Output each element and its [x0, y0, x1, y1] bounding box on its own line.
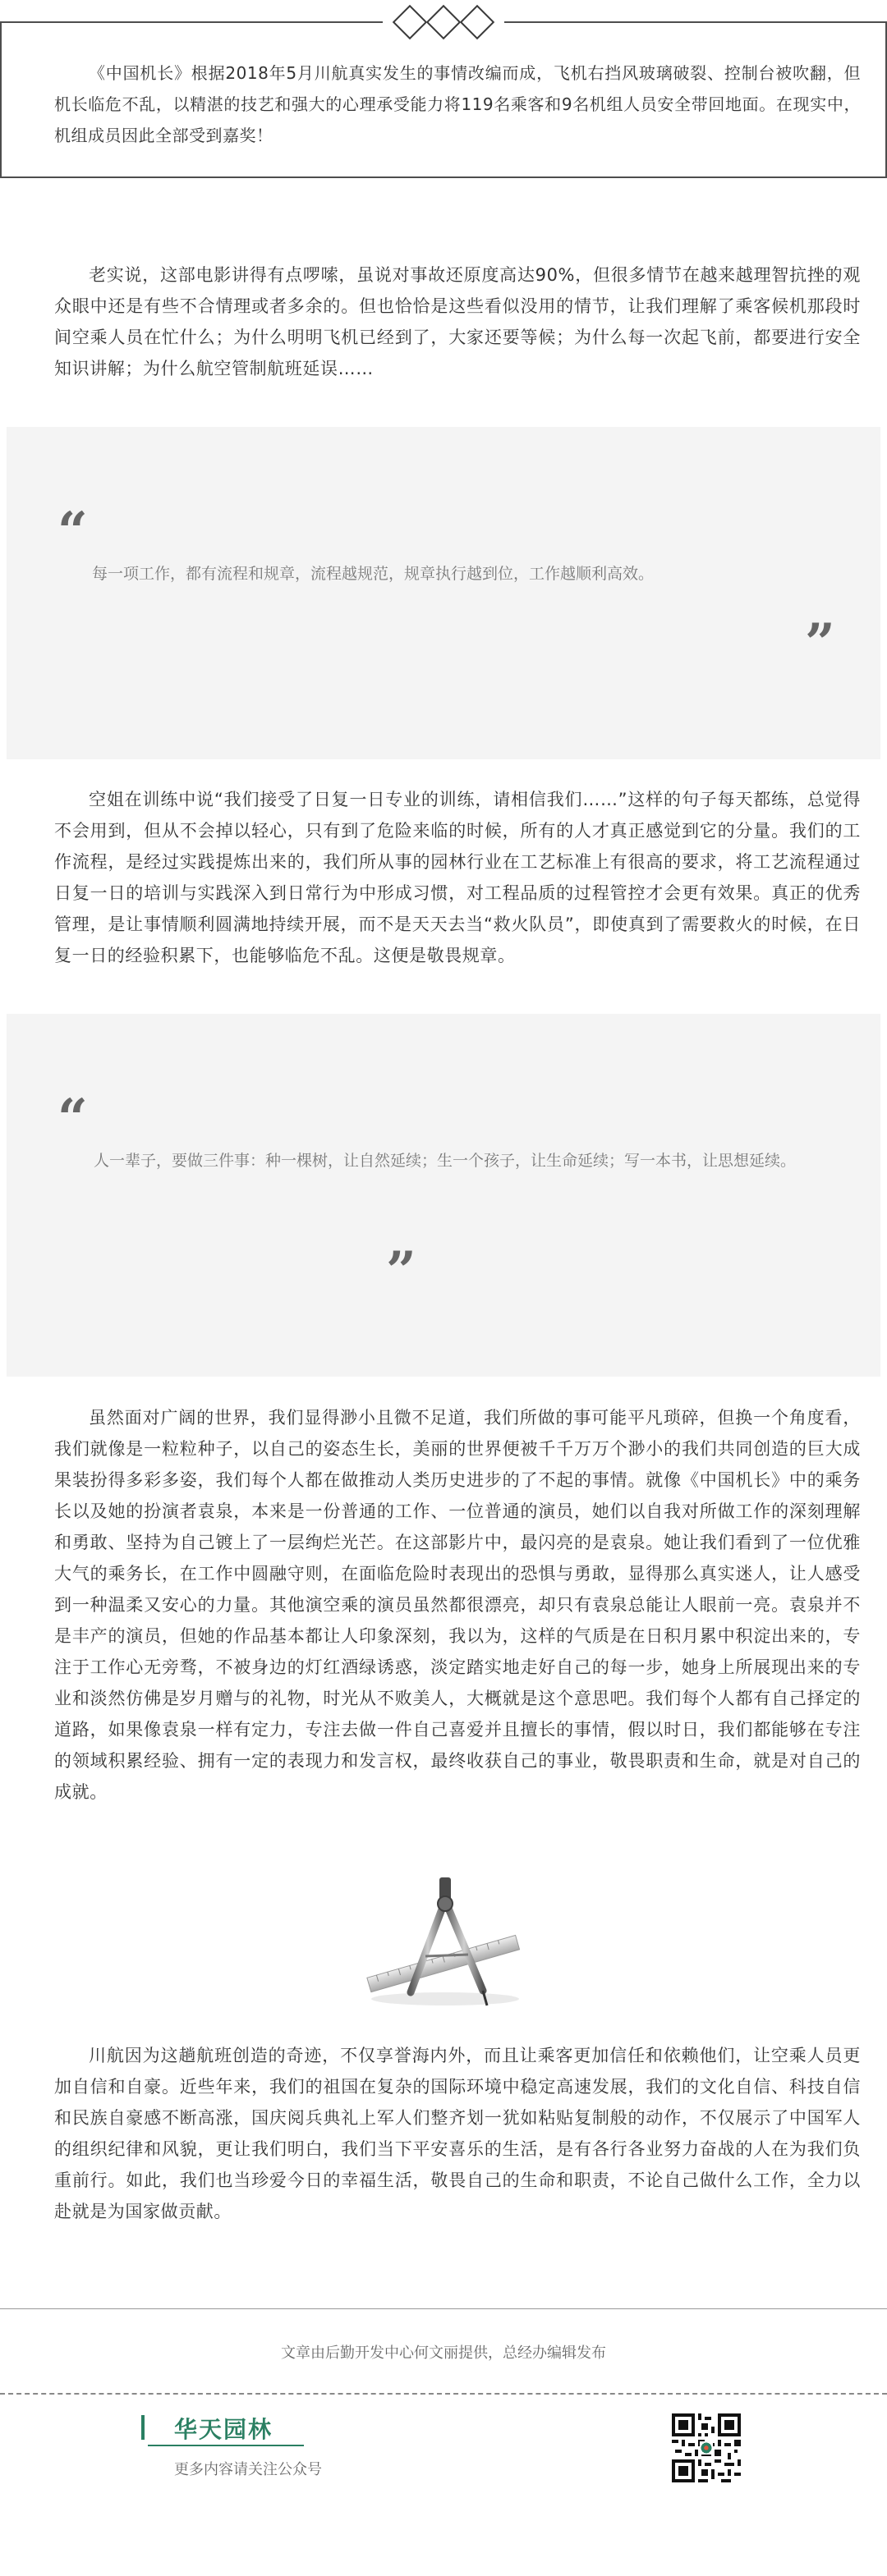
quote-box-2: [7, 1014, 880, 1377]
header-rule-right: [504, 21, 887, 23]
article-paragraph-2: [54, 784, 861, 971]
article-paragraph-4: [54, 2040, 861, 2227]
brand-underline: [148, 2445, 304, 2446]
drafting-compass-illustration: [360, 1868, 527, 2019]
header-diamond-2: [426, 5, 461, 39]
intro-bottom-rule: [0, 176, 887, 178]
quote-2-text: 人一辈子，要做三件事：种一棵树，让自然延续；生一个孩子，让生命延续；写一本书，让思想延续。: [94, 1152, 797, 1170]
paragraph-1-text: 老实说，这部电影讲得有点啰嗦，虽说对事故还原度高达90%，但很多情节在越来越理智抗挫的观众眼中还是有些不合情理或者多余的。但也恰恰是这些看似没用的情节，让我们理解了乘客候机那段时间空乘人员在忙什么；为什么明明飞机已经到了，大家还要等候；为什么每一次起飞前，都要进行安全知识讲解；为什么航空管制航班延误……: [54, 265, 861, 378]
paragraph-4-text: 川航因为这趟航班创造的奇迹，不仅享誉海内外，而且让乘客更加信任和依赖他们，让空乘人员更加自信和自豪。近些年来，我们的祖国在复杂的国际环境中稳定高速发展，我们的文化自信、科技自信和民族自豪感不断高涨，国庆阅兵典礼上军人们整齐划一犹如粘贴复制般的动作，不仅展示了中国军人的组织纪律和风貌，更让我们明白，我们当下平安喜乐的生活，是有各行各业努力奋战的人在为我们负重前行。如此，我们也当珍爱今日的幸福生活，敬畏自己的生命和职责，不论自己做什么工作，全力以赴就是为国家做贡献。: [54, 2046, 861, 2221]
header-diamond-1: [393, 5, 427, 39]
quote-open-mark-1: “: [57, 501, 88, 562]
follow-tagline: 更多内容请关注公众号: [174, 2461, 322, 2478]
brand-name: 华天园林: [174, 2416, 273, 2443]
article-paragraph-3: [54, 1402, 861, 1808]
footer-dashed-divider: [0, 2393, 887, 2395]
quote-open-mark-2: “: [57, 1088, 88, 1149]
paragraph-3-text: 虽然面对广阔的世界，我们显得渺小且微不足道，我们所做的事可能平凡琐碎，但换一个角度看，我们就像是一粒粒种子，以自己的姿态生长，美丽的世界便被千千万万个渺小的我们共同创造的巨大成果装扮得多彩多姿，我们每个人都在做推动人类历史进步的了不起的事情。就像《中国机长》中的乘务长以及她的扮演者袁泉，本来是一份普通的工作、一位普通的演员，她们以自我对所做工作的深刻理解和勇敢、坚持为自己镀上了一层绚烂光芒。在这部影片中，最闪亮的是袁泉。她让我们看到了一位优雅大气的乘务长，在工作中圆融守则，在面临危险时表现出的恐惧与勇敢，显得那么真实迷人，让人感受到一种温柔又安心的力量。其他演空乘的演员虽然都很漂亮，却只有袁泉总能让人眼前一亮。袁泉并不是丰产的演员，但她的作品基本都让人印象深刻，我以为，这样的气质是在日积月累中积淀出来的，专注于工作心无旁骛，不被身边的灯红酒绿诱惑，淡定踏实地走好自己的每一步，她身上所展现出来的专业和淡然仿佛是岁月赠与的礼物，时光从不败美人，大概就是这个意思吧。我们每个人都有自己择定的道路，如果像袁泉一样有定力，专注去做一件自己喜爱并且擅长的事情，假以时日，我们都能够在专注的领域积累经验、拥有一定的表现力和发言权，最终收获自己的事业，敬畏职责和生命，就是对自己的成就。: [54, 1408, 861, 1802]
intro-summary: 《中国机长》根据2018年5月川航真实发生的事情改编而成，飞机右挡风玻璃破裂、控制台被吹翻，但机长临危不乱，以精湛的技艺和强大的心理承受能力将119名乘客和9名机组人员安全带回地面。在现实中，机组成员因此全部受到嘉奖！: [54, 63, 861, 145]
header-rule-left: [0, 21, 383, 23]
footer-top-rule: [0, 2308, 887, 2309]
source-note: 文章由后勤开发中心何文丽提供，总经办编辑发布: [281, 2345, 606, 2362]
article-paragraph-1: [54, 259, 861, 384]
brand-accent-bar: [141, 2415, 145, 2440]
quote-box-1: [7, 427, 880, 759]
quote-close-mark-1: ”: [805, 612, 835, 674]
quote-1-text: 每一项工作，都有流程和规章，流程越规范，规章执行越到位，工作越顺利高效。: [92, 565, 655, 583]
paragraph-2-text: 空姐在训练中说“我们接受了日复一日专业的训练，请相信我们……”这样的句子每天都练，总觉得不会用到，但从不会掉以轻心，只有到了危险来临的时候，所有的人才真正感觉到它的分量。我们的工作流程，是经过实践提炼出来的，我们所从事的园林行业在工艺标准上有很高的要求，将工艺流程通过日复一日的培训与实践深入到日常行为中形成习惯，对工程品质的过程管控才会更有效果。真正的优秀管理，是让事情顺利圆满地持续开展，而不是天天去当“救火队员”，即使真到了需要救火的时候，在日复一日的经验积累下，也能够临危不乱。这便是敬畏规章。: [54, 790, 861, 965]
qr-code-image[interactable]: [672, 2413, 741, 2482]
header-diamond-3: [460, 5, 494, 39]
header-side-rule-left: [0, 22, 2, 178]
quote-close-mark-2: ”: [386, 1240, 416, 1302]
